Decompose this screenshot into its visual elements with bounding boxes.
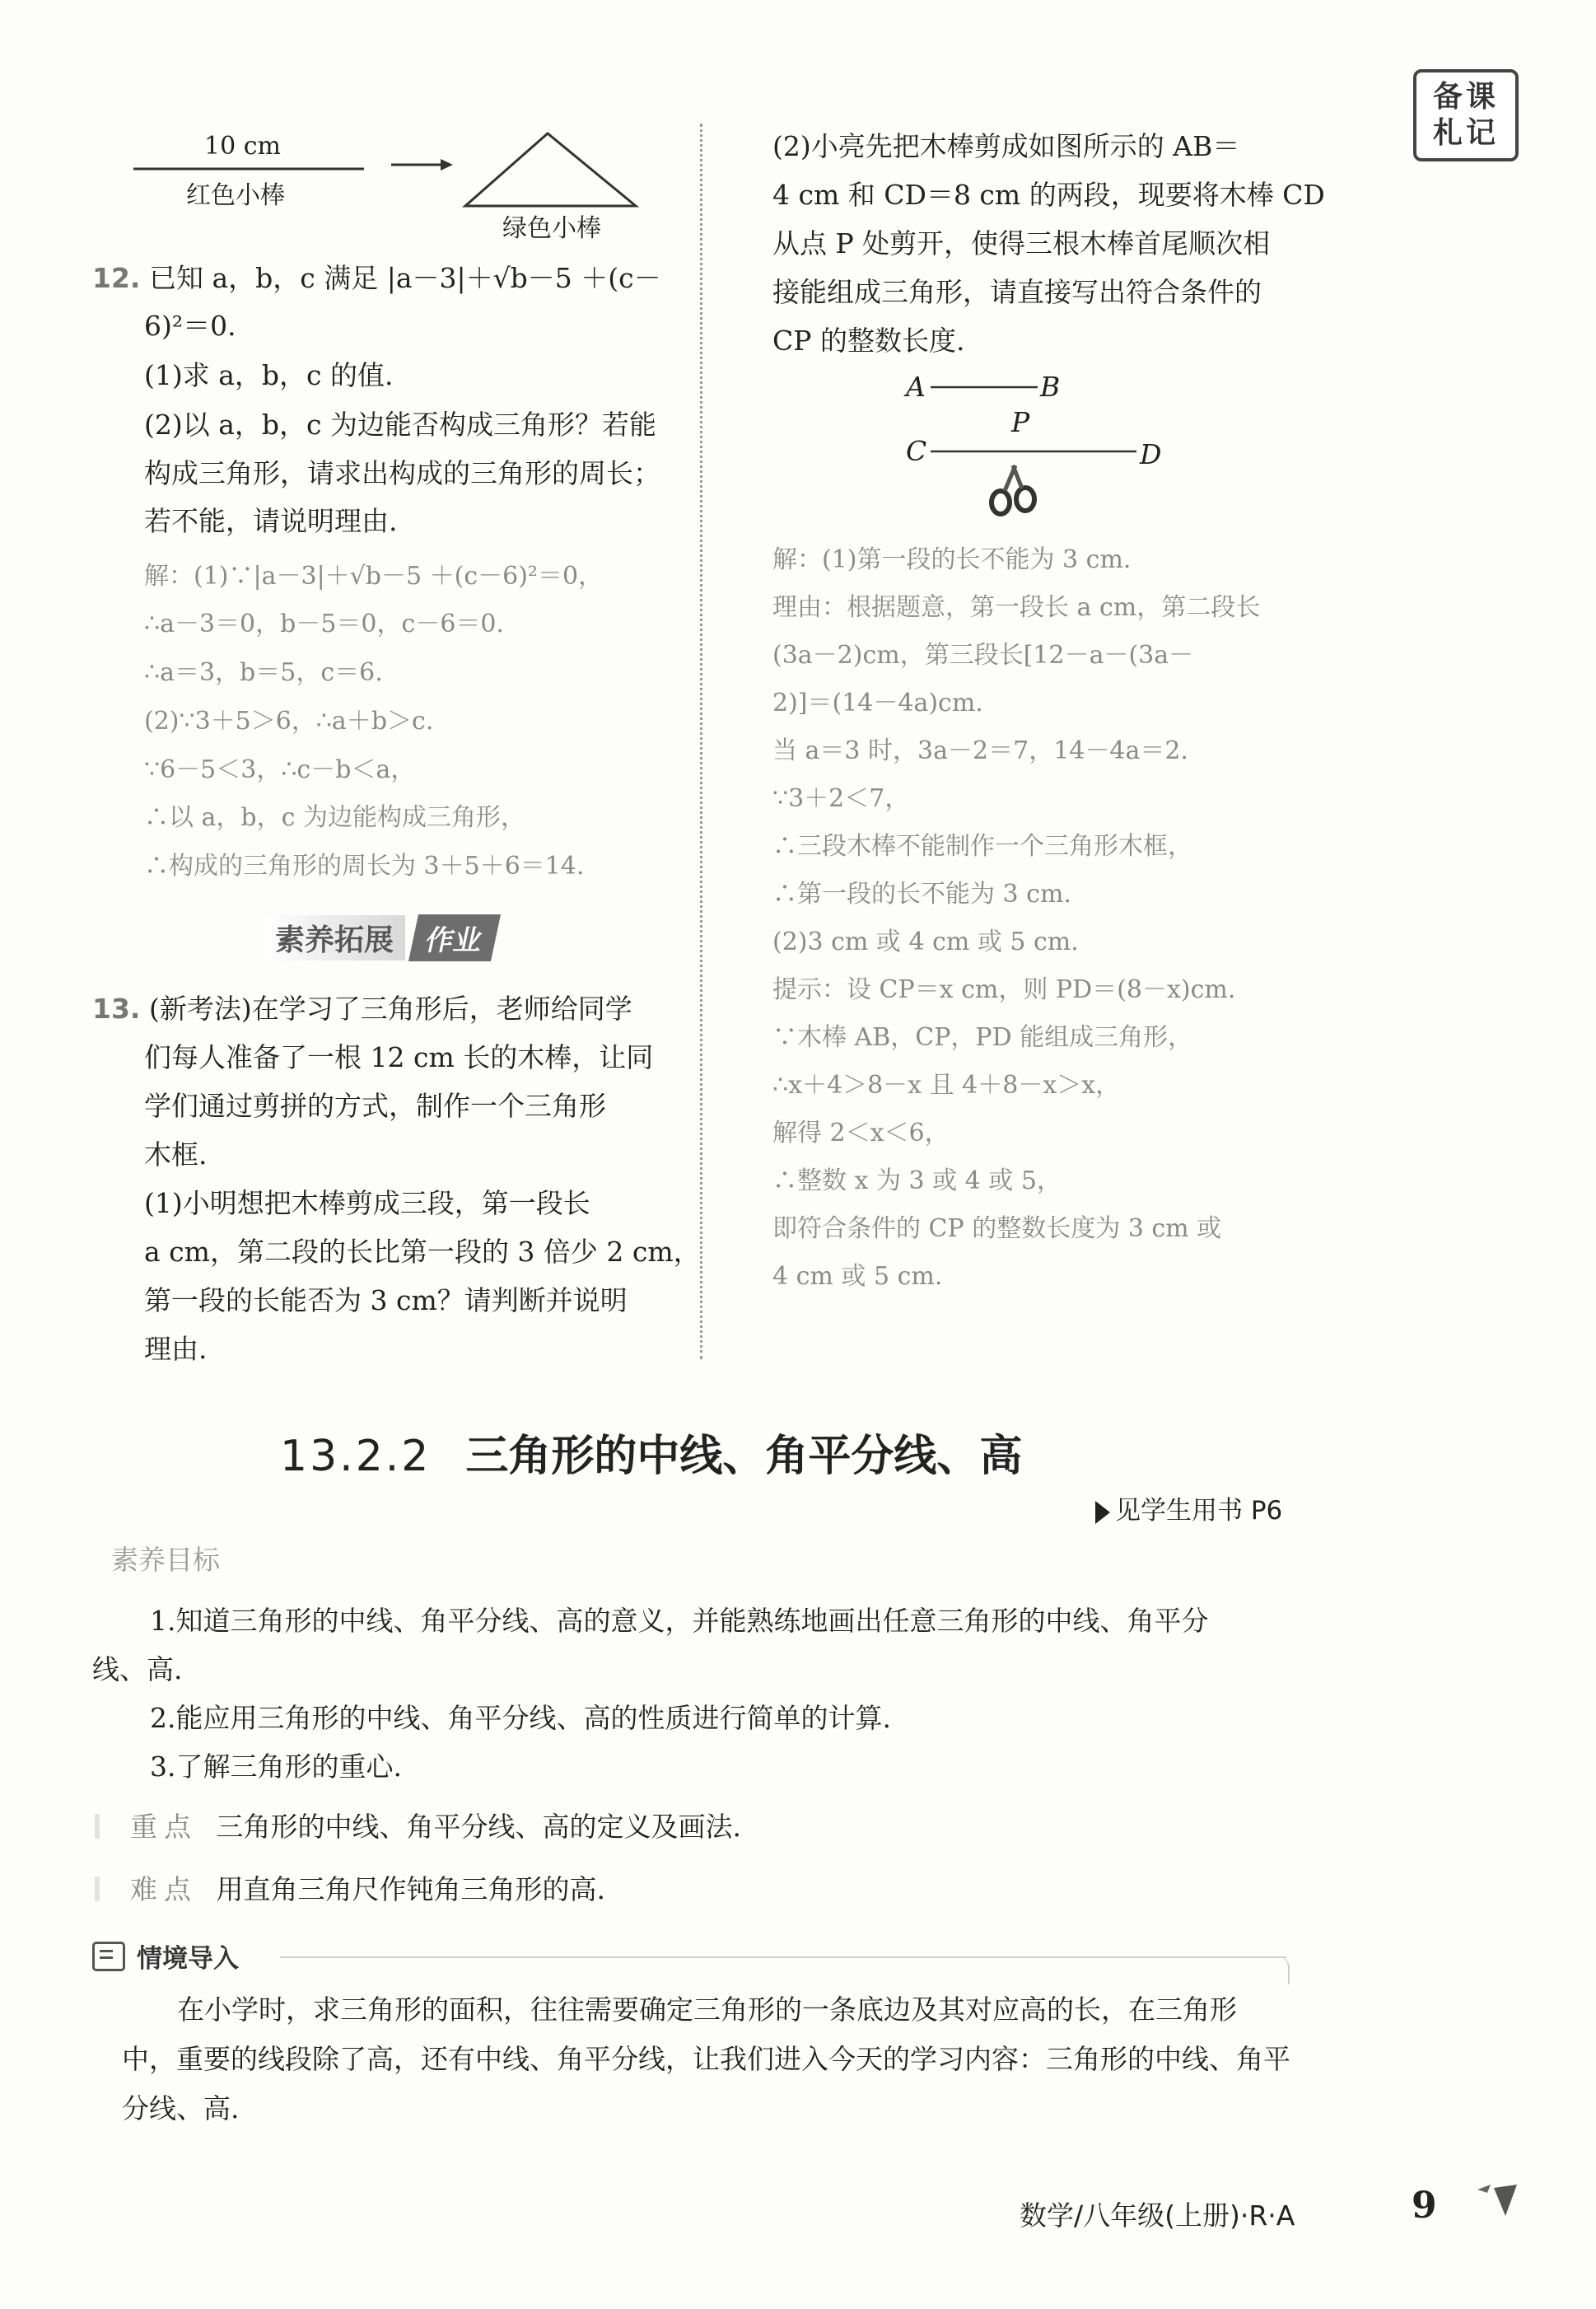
q12-solution-line: ∴构成的三角形的周长为 3＋5＋6＝14. <box>144 852 585 881</box>
goal-1-line2: 线、高. <box>92 1653 183 1685</box>
point-p-label: P <box>1011 406 1030 438</box>
q13-line: 第一段的长能否为 3 cm？请判断并说明 <box>144 1284 628 1316</box>
q13-solution-line: ∴整数 x 为 3 或 4 或 5， <box>772 1166 1062 1195</box>
reference-text: 见学生用书 P6 <box>1115 1496 1283 1526</box>
q12-part2-line3: 若不能，请说明理由. <box>144 505 398 537</box>
notes-badge-line1: 备课 <box>1432 80 1499 114</box>
q12-solution-line: (2)∵3＋5＞6，∴a＋b＞c. <box>144 707 434 736</box>
q13-solution-line: 解得 2＜x＜6， <box>772 1119 950 1147</box>
difficulty-marker <box>95 1877 100 1901</box>
key-point-text: 三角形的中线、角平分线、高的定义及画法. <box>216 1811 741 1843</box>
q12-solution-line: ∴a－3＝0，b－5＝0，c－6＝0. <box>144 610 505 638</box>
q12-stem: 已知 a，b，c 满足 |a－3|＋√b－5 ＋(c－ <box>148 262 661 294</box>
key-point-marker <box>95 1814 100 1839</box>
section-title <box>280 1421 1022 1483</box>
student-book-reference <box>1095 1489 1282 1526</box>
notebook-icon <box>92 1942 125 1971</box>
q13-solution-line: 当 a＝3 时，3a－2＝7，14－4a＝2. <box>772 736 1188 765</box>
q13-solution-line: 即符合条件的 CP 的整数长度为 3 cm 或 <box>772 1214 1222 1243</box>
key-point-row <box>130 1802 741 1851</box>
difficulty-text: 用直角三角尺作钝角三角形的高. <box>216 1873 605 1905</box>
point-c-label: C <box>906 435 927 467</box>
q13-part2-line: 从点 P 处剪开，使得三根木棒首尾顺次相 <box>772 227 1271 259</box>
difficulty-label: 难点 <box>130 1873 198 1905</box>
notes-badge-line2: 札记 <box>1432 116 1499 150</box>
sticks-cut-figure <box>898 362 1178 527</box>
goal-1-line1: 1.知道三角形的中线、角平分线、高的意义，并能熟练地画出任意三角形的中线、角平分 <box>150 1605 1209 1637</box>
q13-solution-line: 理由：根据题意，第一段长 a cm，第二段长 <box>772 593 1261 622</box>
q13-part2-line: (2)小亮先把木棒剪成如图所示的 AB＝ <box>772 130 1240 162</box>
key-point-label: 重点 <box>130 1811 198 1843</box>
goals-heading: 素养目标 <box>111 1544 220 1576</box>
lesson-notes-badge <box>1413 69 1519 161</box>
scene-rule <box>280 1956 1286 1958</box>
q13-solution-line: ∴三段木棒不能制作一个三角形木框， <box>772 832 1192 861</box>
q13-line: (1)小明想把木棒剪成三段，第一段长 <box>144 1187 590 1219</box>
point-a-label: A <box>906 371 926 403</box>
banner-title: 素养拓展 <box>264 915 405 961</box>
difficulty-row <box>130 1865 605 1914</box>
q13-solution-line: 4 cm 或 5 cm. <box>772 1262 943 1291</box>
q13-part2-line: 接能组成三角形，请直接写出符合条件的 <box>772 276 1262 308</box>
q12-part2-line2: 构成三角形，请求出构成的三角形的周长； <box>144 457 660 489</box>
scene-line2: 中，重要的线段除了高，还有中线、角平分线，让我们进入今天的学习内容：三角形的中线、角平 <box>122 2043 1290 2075</box>
scene-rule-corner <box>1276 1956 1290 1984</box>
q12-solution-line: 解：(1)∵|a－3|＋√b－5 ＋(c－6)²＝0， <box>144 562 604 591</box>
q13-part2-line: CP 的整数长度. <box>772 325 965 357</box>
arrow-head <box>441 159 453 171</box>
scene-line1: 在小学时，求三角形的面积，往往需要确定三角形的一条底边及其对应高的长，在三角形 <box>177 1993 1237 2026</box>
scissors-icon <box>992 465 1034 514</box>
q13-line: 理由. <box>144 1333 208 1365</box>
goal-2: 2.能应用三角形的中线、角平分线、高的性质进行简单的计算. <box>150 1702 891 1734</box>
q12-solution-line: ∴a＝3，b＝5，c＝6. <box>144 658 383 687</box>
extension-banner <box>264 914 496 961</box>
q13-solution-line: 提示：设 CP＝x cm，则 PD＝(8－x)cm. <box>772 975 1236 1004</box>
q13-number: 13. <box>92 993 141 1025</box>
q12-part2-line1: (2)以 a，b，c 为边能否构成三角形？若能 <box>144 409 657 441</box>
play-triangle-icon <box>1095 1501 1110 1524</box>
q13-solution-line: ∴x＋4＞8－x 且 4＋8－x＞x， <box>772 1071 1121 1100</box>
column-divider <box>700 124 702 1359</box>
scene-intro-title: 情境导入 <box>137 1944 239 1974</box>
q13-line: a cm，第二段的长比第一段的 3 倍少 2 cm， <box>144 1236 701 1268</box>
q13-line: 们每人准备了一根 12 cm 长的木棒，让同 <box>144 1041 654 1073</box>
q13-stem: (新考法)在学习了三角形后，老师给同学 <box>148 993 632 1025</box>
scene-intro-heading <box>92 1937 239 1975</box>
q13-line: 学们通过剪拼的方式，制作一个三角形 <box>144 1090 606 1122</box>
q13-solution-line: (2)3 cm 或 4 cm 或 5 cm. <box>772 928 1079 956</box>
green-stick-label: 绿色小棒 <box>502 214 601 243</box>
q13-solution-line: 解：(1)第一段的长不能为 3 cm. <box>772 545 1132 574</box>
goal-3: 3.了解三角形的重心. <box>150 1750 402 1783</box>
section-name: 三角形的中线、角平分线、高 <box>465 1432 1023 1481</box>
q12-line2: 6)²＝0. <box>144 310 236 342</box>
q12-solution-line: ∴以 a，b，c 为边能构成三角形， <box>144 803 525 832</box>
q12-solution-line: ∵6－5＜3，∴c－b＜a， <box>144 755 416 784</box>
section-number: 13.2.2 <box>280 1432 432 1481</box>
q13-solution-line: (3a－2)cm，第三段长[12－a－(3a－ <box>772 641 1194 670</box>
scene-line3: 分线、高. <box>122 2092 240 2124</box>
q13-solution-line: ∵木棒 AB，CP，PD 能组成三角形， <box>772 1023 1193 1052</box>
q13-solution-line: ∴第一段的长不能为 3 cm. <box>772 880 1071 909</box>
footer-book-title: 数学/八年级(上册)·R·A <box>1020 2199 1295 2232</box>
point-b-label: B <box>1040 371 1061 403</box>
q13-line1 <box>92 984 632 1033</box>
q12-line1 <box>92 254 661 302</box>
corner-decoration-icon <box>1472 2181 1522 2223</box>
q13-solution-line: ∵3＋2＜7， <box>772 784 910 813</box>
q12-number: 12. <box>92 262 141 294</box>
stick-length-label: 10 cm <box>204 132 281 161</box>
q13-part2-line: 4 cm 和 CD＝8 cm 的两段，现要将木棒 CD <box>772 179 1325 211</box>
q13-solution-line: 2)]＝(14－4a)cm. <box>772 689 983 717</box>
banner-tag: 作业 <box>408 914 501 961</box>
page-number: 9 <box>1412 2185 1437 2227</box>
red-stick-label: 红色小棒 <box>186 181 285 210</box>
point-d-label: D <box>1140 438 1162 470</box>
triangle-two-sides <box>465 133 636 206</box>
q13-line: 木框. <box>144 1138 208 1171</box>
q12-part1: (1)求 a，b，c 的值. <box>144 359 394 391</box>
